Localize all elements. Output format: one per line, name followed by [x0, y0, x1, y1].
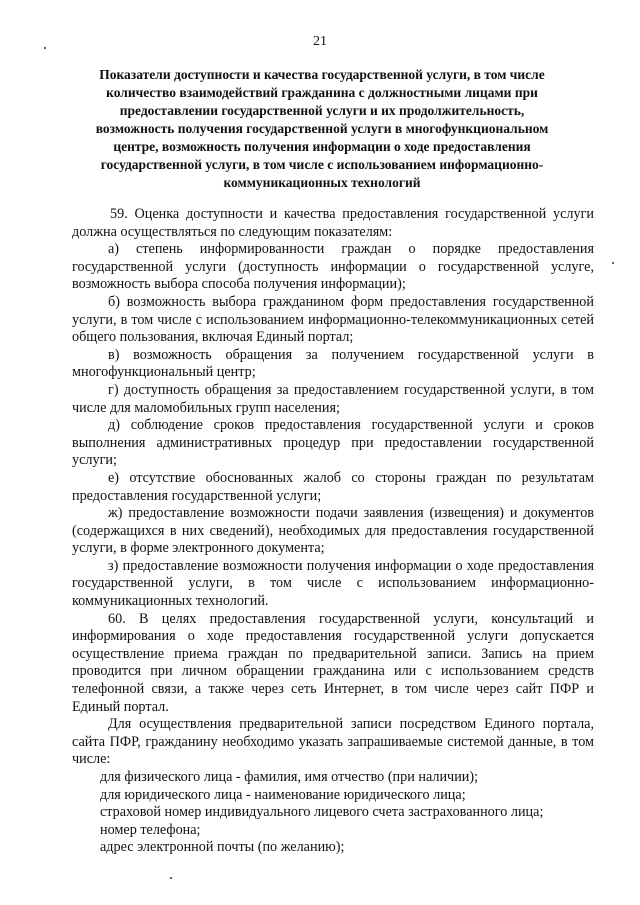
heading-line: возможность получения государственной услуги в многофункциональном	[95, 121, 549, 136]
item-z: з) предоставление возможности получения информации о ходе предоставления государственной услуги, в том числе с использованием информационно-коммуникационных технологий.	[72, 557, 594, 610]
document-body	[72, 206, 594, 857]
item-v: в) возможность обращения за получением государственной услуги в многофункциональный центр;	[72, 346, 594, 381]
heading-line: коммуникационных технологий	[223, 175, 421, 190]
item-d: д) соблюдение сроков предоставления государственной услуги и сроков выполнения административных процедур при предоставлении государственной услуги;	[72, 417, 594, 469]
heading-line: количество взаимодействий гражданина с должностными лицами при	[106, 85, 538, 100]
list-item: для физического лица - фамилия, имя отчество (при наличии);	[100, 769, 479, 785]
item-zh: ж) предоставление возможности подачи заявления (извещения) и документов (содержащихся в них сведений), необходимых для предоставления государственной услуги, в форме электронного документа;	[72, 505, 594, 557]
list-item: адрес электронной почты (по желанию);	[100, 839, 345, 856]
list-item: страховой номер индивидуального лицевого счета застрахованного лица;	[100, 804, 544, 821]
list-item: для юридического лица - наименование юридического лица;	[100, 786, 466, 803]
item-b: б) возможность выбора гражданином форм предоставления государственной услуги, в том числе с использованием информационно-телекоммуникационных сетей общего пользования, включая Единый портал;	[72, 293, 594, 346]
scan-speck	[170, 877, 172, 879]
page-number: 21	[313, 34, 327, 49]
list-item: номер телефона;	[100, 821, 201, 838]
paragraph-60: 60. В целях предоставления государственной услуги, консультаций и информирования о ходе предоставления государственной услуги допускается осуществление приема граждан по предварительной записи. Запись на прием проводится при личном обращении гражданина или с использованием средств телефонной связи, а также через сеть Интернет, в том числе через сайт ПФР и Единый портал.	[72, 610, 594, 715]
heading-line: центре, возможность получения информации о ходе предоставления	[113, 139, 531, 154]
heading-line: предоставлении государственной услуги и их продолжительность,	[119, 103, 525, 118]
preregistration-paragraph: Для осуществления предварительной записи посредством Единого портала, сайта ПФР, гражданину необходимо указать запрашиваемые системой данные, в том числе:	[72, 716, 594, 768]
item-e: е) отсутствие обоснованных жалоб со стороны граждан по результатам предоставления государственной услуги;	[72, 469, 594, 504]
item-a: а) степень информированности граждан о порядке предоставления государственной услуги (доступность информации о государственной услуге, возможность выбора способа получения информации);	[72, 241, 594, 293]
scan-speck	[612, 262, 614, 264]
item-g: г) доступность обращения за предоставлением государственной услуги, в том числе для маломобильных групп населения;	[72, 381, 594, 416]
section-heading	[72, 66, 572, 192]
heading-line: Показатели доступности и качества государственной услуги, в том числе	[99, 67, 545, 82]
scan-speck	[44, 47, 46, 49]
paragraph-59: 59. Оценка доступности и качества предоставления государственной услуги должна осуществляться по следующим показателям:	[72, 206, 594, 240]
heading-line: государственной услуги, в том числе с использованием информационно-	[100, 157, 544, 172]
